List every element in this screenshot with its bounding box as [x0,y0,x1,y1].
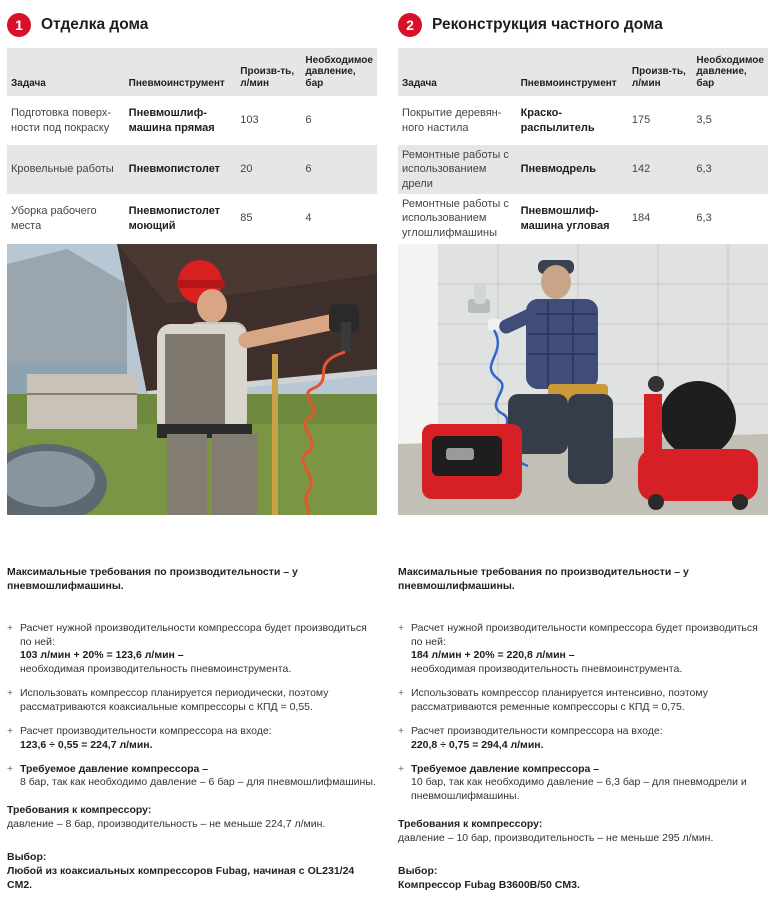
calc-b1-text: Расчет нужной производительности компрессора будет производиться по ней: [20,621,367,648]
cell-perf: 103 [240,114,259,127]
cell-tool: Пневмошлифмашина прямая [128,107,215,134]
requirements-title: Требования к компрессору: [398,818,543,831]
requirements-title: Требования к компрессору: [7,804,152,817]
list-item [398,763,768,805]
table-header-row [398,48,768,96]
calc-b4-text: 8 бар, так как необходимо давление – 6 бар – для пневмошлифмашины. [20,776,376,789]
plus-icon: + [7,724,14,737]
header-tool: Пневмоинструмент [517,48,628,96]
list-item [398,687,768,715]
cell-perf: 175 [631,114,651,127]
cell-pressure: 6 [305,114,312,127]
header-tool: Пневмоинструмент [125,48,237,96]
requirements-text: давление – 8 бар, производительность – не меньше 224,7 л/мин. [7,818,326,831]
cell-perf: 85 [240,212,253,225]
header-task: Задача [398,48,517,96]
choice-text: Любой из коаксиальных компрессоров Fubag, начиная с OL231/24 CM2. [7,864,355,891]
cell-task: Ремонтные работы с использованием дрели [398,145,517,194]
photo-roofer-with-air-gun [7,244,377,515]
header-task: Задача [7,48,125,96]
cell-tool: Краскораспылитель [520,107,595,134]
list-item [7,622,377,677]
calc-b4-title: Требуемое давление компрессора – [411,762,600,775]
table-row [7,145,377,194]
cell-tool: Пневмодрель [517,145,628,194]
calc-b3-formula: 123,6 ÷ 0,55 = 224,7 л/мин. [20,738,153,751]
plus-icon: + [398,621,405,634]
calc-b2-text: Использовать компрессор планируется интенсивно, поэтому рассматриваются ременные компрессоры с КПД = 0,75. [411,687,708,714]
cell-perf: 142 [628,145,693,194]
section-title: Отделка дома [41,16,149,33]
section-title: Реконструкция частного дома [432,16,663,33]
section-2-header [398,8,663,42]
calc-b3-text: Расчет производительности компрессора на входе: [411,724,663,737]
calc-list [398,622,768,804]
calc-b4-text: 10 бар, так как необходимо давление – 6,3 бар – для пневмодрели и пневмошлифмашины. [411,776,747,803]
cell-task: Уборка рабочего места [11,205,97,232]
table-row [398,96,768,145]
plus-icon: + [7,762,14,775]
table-row [398,145,768,194]
choice-title: Выбор: [398,864,438,877]
requirements-text: давление – 10 бар, производительность – не меньше 295 л/мин. [398,832,714,845]
calc-b4-title: Требуемое давление компрессора – [20,762,209,775]
cell-task: Подготовка поверхности под покраску [11,107,112,134]
list-item [7,725,377,753]
section-number-badge: 1 [7,13,31,37]
cell-perf: 20 [236,145,301,194]
plus-icon: + [398,687,405,700]
section-number-badge: 2 [398,13,422,37]
table-row [7,96,377,145]
calc-b1-formula: 184 л/мин + 20% = 220,8 л/мин – [411,649,575,662]
section-1-header [7,8,148,42]
cell-perf: 184 [631,212,651,225]
calculation-block [7,566,377,893]
plus-icon: + [398,724,405,737]
task-table [7,48,377,243]
calc-heading: Максимальные требования по производительности – у пневмошлифмашины. [7,566,298,592]
table-row [398,194,768,243]
cell-pressure: 6 [301,145,377,194]
header-perf: Произв-ть, л/мин [628,48,693,96]
calc-b1-text: Расчет нужной производительности компрессора будет производиться по ней: [411,621,758,648]
plus-icon: + [398,762,405,775]
section-1 [7,0,377,920]
table-header-row [7,48,377,96]
calc-b3-formula: 220,8 ÷ 0,75 = 294,4 л/мин. [411,738,544,751]
cell-task: Покрытие деревянного настила [402,107,502,134]
cell-tool: Пневмошлифмашина угловая [520,205,610,232]
list-item [398,622,768,677]
plus-icon: + [7,687,14,700]
calc-heading: Максимальные требования по производительности – у пневмошлифмашины. [398,566,689,592]
list-item [398,725,768,753]
calc-b2-text: Использовать компрессор планируется периодически, поэтому рассматриваются коаксиальные компрессоры с КПД = 0,55. [20,687,329,714]
list-item [7,763,377,791]
header-pressure: Необходимое давление, бар [301,48,377,96]
header-pressure: Необходимое давление, бар [692,48,768,96]
header-perf: Произв-ть, л/мин [236,48,301,96]
table-row [7,194,377,243]
calc-b3-text: Расчет производительности компрессора на входе: [20,724,272,737]
calc-list [7,622,377,791]
list-item [7,687,377,715]
cell-pressure: 3,5 [696,114,712,127]
photo-worker-with-spray-gun [398,244,768,515]
section-2 [398,0,768,920]
plus-icon: + [7,621,14,634]
cell-task: Ремонтные работы с использованием углошлифмашины [402,198,509,239]
cell-tool: Пневмопистолет моющий [128,205,221,232]
calc-b1-note: необходимая производительность пневмоинструмента. [411,663,683,676]
calc-b1-formula: 103 л/мин + 20% = 123,6 л/мин – [20,649,184,662]
choice-text: Компрессор Fubag B3600B/50 CM3. [398,878,580,891]
calculation-block [398,566,768,893]
cell-task: Кровельные работы [7,145,125,194]
cell-pressure: 6,3 [696,212,712,225]
choice-title: Выбор: [7,851,47,864]
cell-pressure: 4 [305,212,312,225]
calc-b1-note: необходимая производительность пневмоинструмента. [20,663,292,676]
cell-pressure: 6,3 [692,145,768,194]
task-table [398,48,768,243]
cell-tool: Пневмопистолет [125,145,237,194]
